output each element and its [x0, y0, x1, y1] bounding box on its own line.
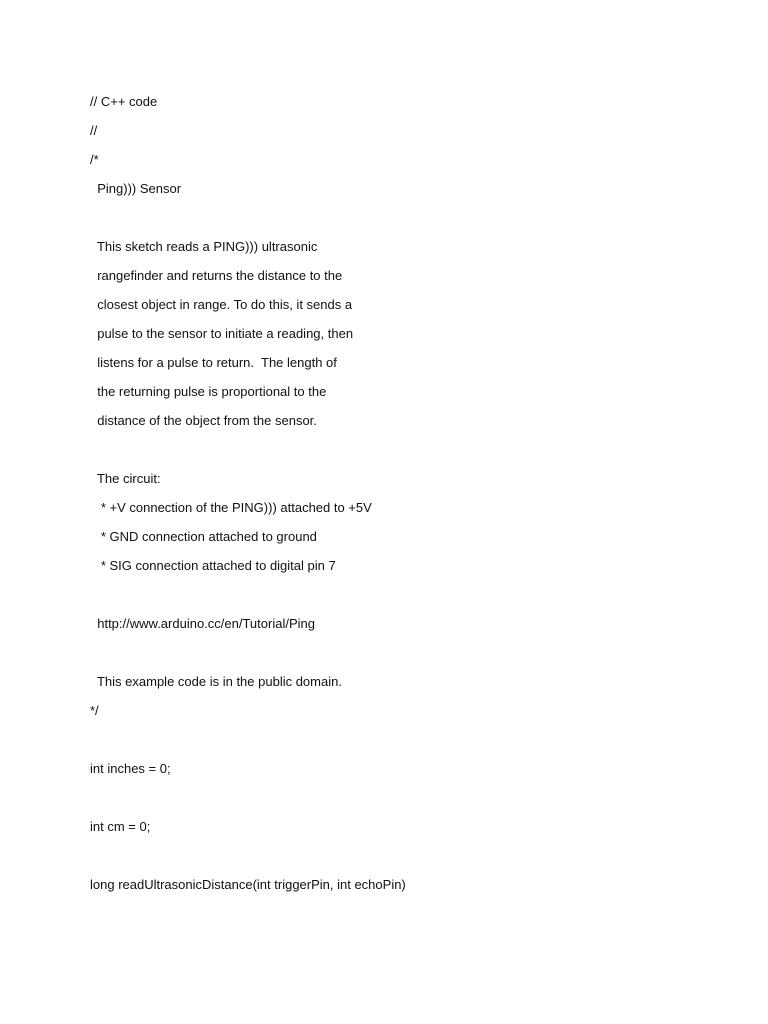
code-line: This sketch reads a PING))) ultrasonic: [90, 239, 318, 254]
code-line: // C++ code: [90, 94, 158, 109]
code-line: distance of the object from the sensor.: [90, 413, 317, 428]
code-block: [90, 92, 730, 904]
code-line: the returning pulse is proportional to the: [90, 384, 327, 399]
code-line: /*: [90, 152, 99, 167]
code-line: [90, 730, 730, 759]
code-line: * +V connection of the PING))) attached to +5V: [90, 500, 372, 515]
code-line: listens for a pulse to return. The length of: [90, 355, 337, 370]
code-line: * GND connection attached to ground: [90, 529, 317, 544]
code-line: [90, 643, 730, 672]
code-line: Ping))) Sensor: [90, 181, 182, 196]
code-line: int cm = 0;: [90, 819, 151, 834]
code-line: The circuit:: [90, 471, 161, 486]
code-line: rangefinder and returns the distance to the: [90, 268, 343, 283]
code-line: [90, 585, 730, 614]
code-line: closest object in range. To do this, it sends a: [90, 297, 353, 312]
code-line: */: [90, 703, 99, 718]
code-line: //: [90, 123, 98, 138]
code-line: int inches = 0;: [90, 761, 171, 776]
code-line: [90, 440, 730, 469]
code-line: This example code is in the public domain.: [90, 674, 342, 689]
code-line: long readUltrasonicDistance(int triggerPin, int echoPin): [90, 877, 406, 892]
code-line: http://www.arduino.cc/en/Tutorial/Ping: [90, 616, 315, 631]
code-line: [90, 846, 730, 875]
code-line: pulse to the sensor to initiate a reading, then: [90, 326, 354, 341]
code-line: * SIG connection attached to digital pin 7: [90, 558, 336, 573]
code-line: [90, 208, 730, 237]
code-line: [90, 788, 730, 817]
